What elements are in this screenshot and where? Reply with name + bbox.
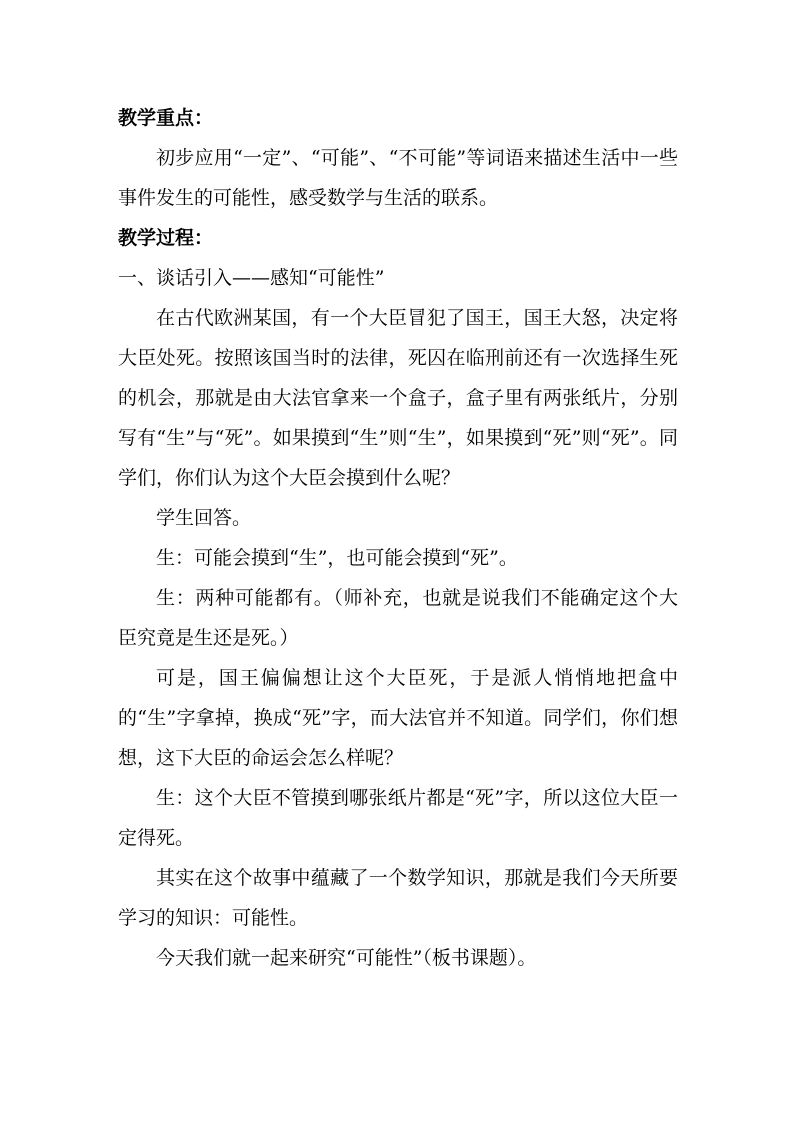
key-points-heading: 教学重点： bbox=[118, 107, 214, 129]
topic-intro-paragraph: 今天我们就一起来研究“可能性”（板书课题）。 bbox=[156, 947, 537, 969]
story-paragraph: 在古代欧洲某国，有一个大臣冒犯了国王，国王大怒，决定将大臣处死。按照该国当时的法律，死囚在临刑前还有一次选择生死的机会，那就是由大法官拿来一个盒子，盒子里有两张纸片，分别写有“生”与“死”。如果摸到“生”则“生”，如果摸到“死”则“死”。同学们，你们认为这个大臣会摸到什么呢？ bbox=[118, 307, 678, 489]
process-heading: 教学过程： bbox=[118, 227, 214, 249]
student-response-2: 生：两种可能都有。（师补充，也就是说我们不能确定这个大臣究竟是生还是死。） bbox=[118, 587, 678, 649]
student-answer-paragraph: 学生回答。 bbox=[156, 507, 252, 529]
student-response-3: 生：这个大臣不管摸到哪张纸片都是“死”字，所以这位大臣一定得死。 bbox=[118, 787, 678, 849]
document-body bbox=[118, 98, 678, 978]
key-points-text: 初步应用“一定”、“可能”、“不可能”等词语来描述生活中一些事件发生的可能性，感受数学与生活的联系。 bbox=[118, 147, 678, 209]
summary-paragraph: 其实在这个故事中蕴藏了一个数学知识，那就是我们今天所要学习的知识：可能性。 bbox=[118, 867, 678, 929]
section-title: 一、谈话引入——感知“可能性” bbox=[118, 267, 385, 289]
student-response-1: 生：可能会摸到“生”，也可能会摸到“死”。 bbox=[156, 547, 518, 569]
story-continuation-paragraph: 可是，国王偏偏想让这个大臣死，于是派人悄悄地把盒中的“生”字拿掉，换成“死”字，而大法官并不知道。同学们，你们想想，这下大臣的命运会怎么样呢？ bbox=[118, 667, 678, 769]
